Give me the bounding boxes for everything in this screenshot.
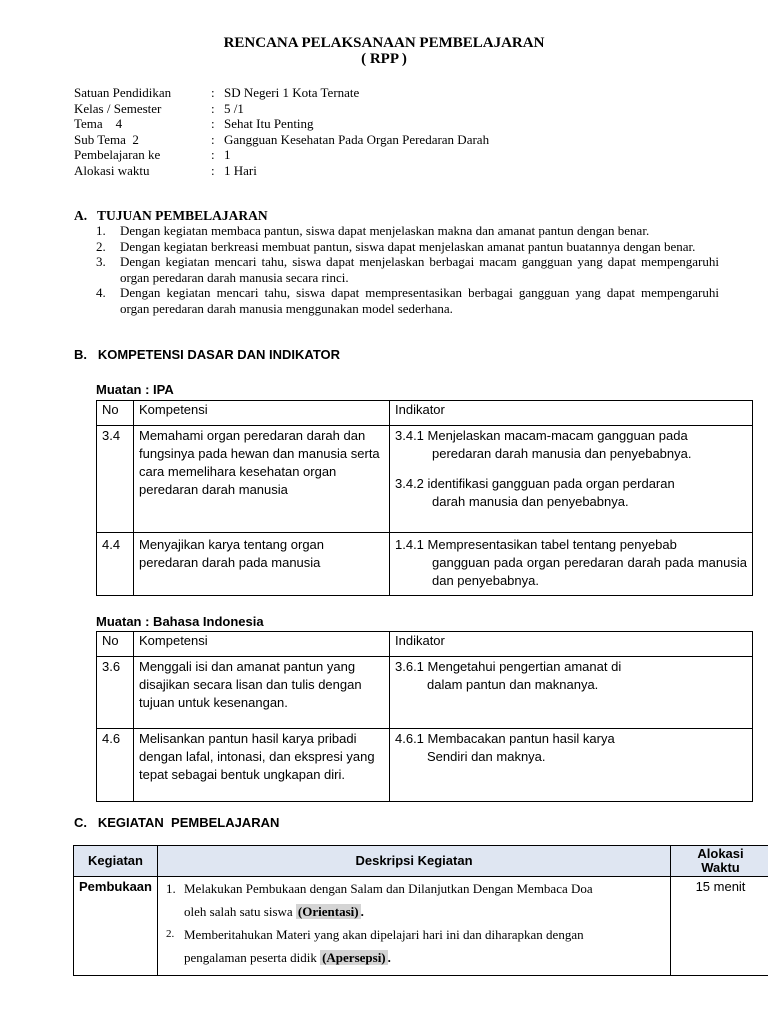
list-item: [166, 877, 664, 900]
identity-row: [74, 147, 489, 163]
cell-kegiatan: Pembukaan: [74, 877, 158, 976]
list-text: Memberitahukan Materi yang akan dipelajari hari ini dan diharapkan dengan: [184, 927, 584, 942]
identity-sep: :: [211, 100, 215, 116]
list-number: 1.: [166, 881, 176, 896]
header-deskripsi: Deskripsi Kegiatan: [158, 846, 671, 877]
indicator-line: Sendiri dan maknya.: [427, 749, 546, 764]
muatan-bi-label: Muatan : Bahasa Indonesia: [96, 614, 264, 629]
identity-block: [74, 85, 489, 179]
identity-row: [74, 163, 489, 179]
identity-label: Pembelajaran ke: [74, 147, 161, 163]
indicator-line: 3.4.1 Menjelaskan macam-macam gangguan pada: [395, 428, 688, 443]
header-kompetensi: Kompetensi: [134, 401, 390, 426]
section-c-heading: C. KEGIATAN PEMBELAJARAN: [74, 815, 280, 830]
list-item: [96, 285, 719, 316]
list-text: Dengan kegiatan mencari tahu, siswa dapat menjelaskan berbagai macam gangguan yang dapat mempengaruhi organ peredaran darah manusia secara rinci.: [120, 254, 719, 285]
list-text: oleh salah satu siswa: [184, 904, 296, 919]
list-number: 4.: [96, 285, 106, 300]
list-item: [166, 923, 664, 946]
cell-kompetensi: Menyajikan karya tentang organ peredaran darah pada manusia: [134, 533, 390, 596]
cell-no: 3.4: [97, 426, 134, 533]
table-row: [97, 729, 753, 802]
list-punct: .: [387, 950, 391, 965]
cell-kompetensi: Melisankan pantun hasil karya pribadi dengan lafal, intonasi, dan ekspresi yang tepat sebagai bentuk ungkapan diri.: [134, 729, 390, 802]
indicator-line: dalam pantun dan maknanya.: [427, 677, 599, 692]
table-header-row: [97, 632, 753, 657]
list-item: [96, 223, 719, 239]
identity-sep: :: [211, 85, 215, 100]
list-number: 2.: [166, 928, 175, 940]
cell-no: 4.4: [97, 533, 134, 596]
stage-tag: (Orientasi): [297, 904, 359, 919]
identity-sep: :: [211, 162, 215, 178]
list-item-continuation: [166, 946, 664, 969]
list-text: pengalaman peserta didik: [184, 950, 321, 965]
cell-waktu: 15 menit: [671, 877, 768, 976]
section-b-heading: B. KOMPETENSI DASAR DAN INDIKATOR: [74, 347, 341, 362]
header-alokasi-line1: Alokasi: [697, 846, 744, 861]
header-indikator: Indikator: [390, 632, 753, 657]
list-text: Dengan kegiatan mencari tahu, siswa dapat mempresentasikan berbagai gangguan yang dapat mempengaruhi organ peredaran darah manusia menggunakan model sederhana.: [120, 285, 719, 316]
table-row: [97, 533, 753, 596]
list-number: 1.: [96, 223, 106, 238]
list-text: Dengan kegiatan berkreasi membuat pantun, siswa dapat menjelaskan amanat pantun buatannya dengan benar.: [120, 238, 696, 254]
identity-row: [74, 132, 489, 148]
header-kegiatan: Kegiatan: [74, 846, 158, 877]
cell-deskripsi: [158, 877, 671, 976]
title-line-1: RENCANA PELAKSANAAN PEMBELAJARAN: [223, 35, 545, 51]
list-number: 2.: [96, 238, 106, 254]
indicator-line: 3.4.2 identifikasi gangguan pada organ perdaran: [395, 476, 675, 491]
cell-indikator: [390, 426, 753, 533]
cell-no: 4.6: [97, 729, 134, 802]
section-a-heading: A. TUJUAN PEMBELAJARAN: [74, 208, 268, 223]
muatan-ipa-label: Muatan : IPA: [96, 382, 174, 397]
identity-sep: :: [211, 116, 215, 132]
indicator-line: peredaran darah manusia dan penyebabnya.: [432, 446, 692, 461]
cell-indikator: [390, 729, 753, 802]
indicator-line: darah manusia dan penyebabnya.: [432, 494, 629, 509]
identity-label: Satuan Pendidikan: [74, 85, 172, 100]
list-item: [96, 239, 719, 255]
identity-value: Gangguan Kesehatan Pada Organ Peredaran Darah: [224, 131, 490, 147]
table-row: [74, 877, 768, 976]
cell-indikator: [390, 533, 753, 596]
stage-tag: (Apersepsi): [322, 950, 386, 965]
kd-table-ipa: [96, 400, 753, 596]
list-item: [96, 254, 719, 285]
list-number: 3.: [96, 254, 106, 269]
identity-row: [74, 116, 489, 132]
list-text: Dengan kegiatan membaca pantun, siswa dapat menjelaskan makna dan amanat pantun dengan benar.: [120, 223, 650, 238]
identity-label: Kelas / Semester: [74, 100, 162, 116]
kd-table-bahasa-indonesia: [96, 631, 753, 802]
header-no: No: [97, 632, 134, 657]
identity-label: Alokasi waktu: [74, 162, 150, 178]
identity-row: [74, 101, 489, 117]
cell-no: 3.6: [97, 657, 134, 729]
identity-row: [74, 85, 489, 101]
table-header-row: [74, 846, 768, 877]
identity-value: Sehat Itu Penting: [224, 116, 314, 132]
identity-value: 1: [224, 147, 231, 163]
list-punct: .: [360, 904, 364, 919]
table-header-row: [97, 401, 753, 426]
header-alokasi-line2: Waktu: [701, 860, 740, 875]
identity-value: 1 Hari: [224, 162, 257, 178]
document-title: [0, 35, 768, 67]
identity-label: Tema 4: [74, 116, 123, 132]
header-no: No: [97, 401, 134, 426]
header-indikator: Indikator: [390, 401, 753, 426]
identity-sep: :: [211, 147, 215, 163]
identity-sep: :: [211, 131, 215, 147]
header-alokasi: [671, 846, 768, 877]
kegiatan-table: [73, 845, 768, 976]
title-line-2: ( RPP ): [361, 51, 407, 67]
indicator-line: 4.6.1 Membacakan pantun hasil karya: [395, 731, 615, 746]
header-kompetensi: Kompetensi: [134, 632, 390, 657]
identity-value: SD Negeri 1 Kota Ternate: [224, 85, 360, 100]
indicator-line: 3.6.1 Mengetahui pengertian amanat di: [395, 659, 622, 674]
identity-label: Sub Tema 2: [74, 131, 139, 147]
section-a-list: [96, 223, 719, 316]
indicator-line: gangguan pada organ peredaran darah pada manusia dan penyebabnya.: [432, 555, 747, 588]
list-text: Melakukan Pembukaan dengan Salam dan Dilanjutkan Dengan Membaca Doa: [184, 881, 593, 896]
table-row: [97, 657, 753, 729]
cell-indikator: [390, 657, 753, 729]
indicator-line: 1.4.1 Mempresentasikan tabel tentang penyebab: [395, 537, 677, 552]
identity-value: 5 /1: [224, 100, 244, 116]
list-item-continuation: [166, 900, 664, 923]
table-row: [97, 426, 753, 533]
cell-kompetensi: Menggali isi dan amanat pantun yang disajikan secara lisan dan tulis dengan tujuan untuk kesenangan.: [134, 657, 390, 729]
cell-kompetensi: Memahami organ peredaran darah dan fungsinya pada hewan dan manusia serta cara memelihara kesehatan organ peredaran darah manusia: [134, 426, 390, 533]
